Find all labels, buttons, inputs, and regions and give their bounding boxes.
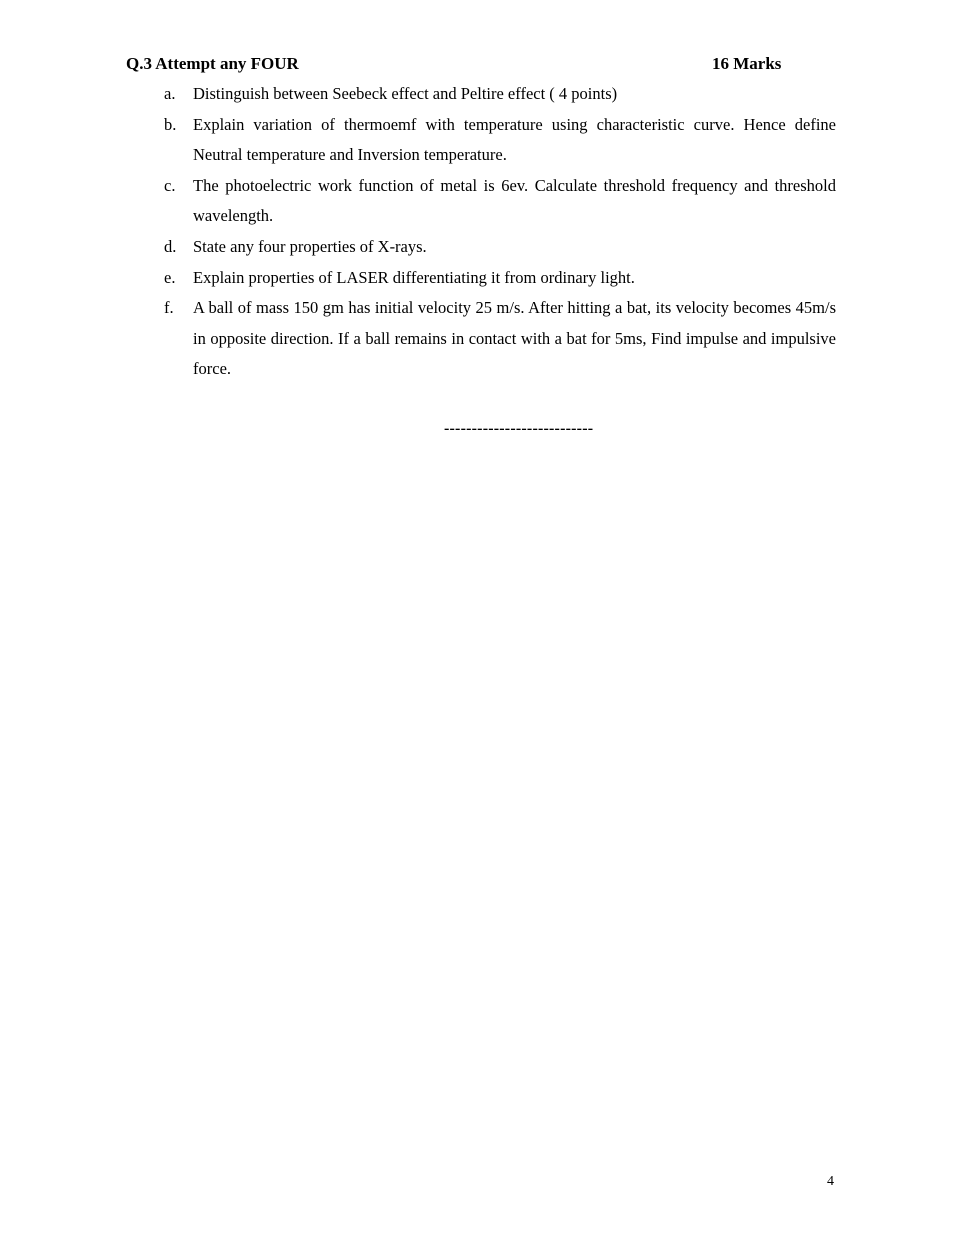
page-number: 4 (827, 1174, 834, 1189)
question-text: Explain properties of LASER differentiating it from ordinary light. (193, 267, 635, 287)
question-item-e (164, 263, 836, 294)
question-item-a (164, 79, 836, 110)
marks-label: 16 Marks (712, 54, 782, 73)
question-list (164, 79, 836, 385)
question-letter: a. (164, 84, 176, 103)
question-text: A ball of mass 150 gm has initial velocity 25 m/s. After hitting a bat, its velocity becomes 45m/s in opposite direction. If a ball remains in contact with a bat for 5ms, Find impulse and impulsive force. (193, 298, 836, 379)
end-of-paper-divider: --------------------------- (444, 420, 594, 437)
question-text: Distinguish between Seebeck effect and Peltire effect ( 4 points) (193, 84, 618, 103)
question-item-f (164, 293, 836, 385)
question-text: State any four properties of X-rays. (193, 236, 427, 256)
question-letter: e. (164, 267, 176, 287)
question-item-c (164, 171, 836, 232)
question-item-b (164, 110, 836, 171)
question-letter: c. (164, 175, 176, 195)
question-text: The photoelectric work function of metal is 6ev. Calculate threshold frequency and threshold wavelength. (193, 175, 836, 226)
question-letter: f. (164, 298, 174, 318)
question-letter: d. (164, 236, 177, 256)
question-letter: b. (164, 114, 177, 134)
question-heading: Q.3 Attempt any FOUR (126, 54, 299, 73)
question-text: Explain variation of thermoemf with temperature using characteristic curve. Hence define Neutral temperature and Inversion temperature. (193, 114, 836, 165)
question-item-d (164, 232, 836, 263)
